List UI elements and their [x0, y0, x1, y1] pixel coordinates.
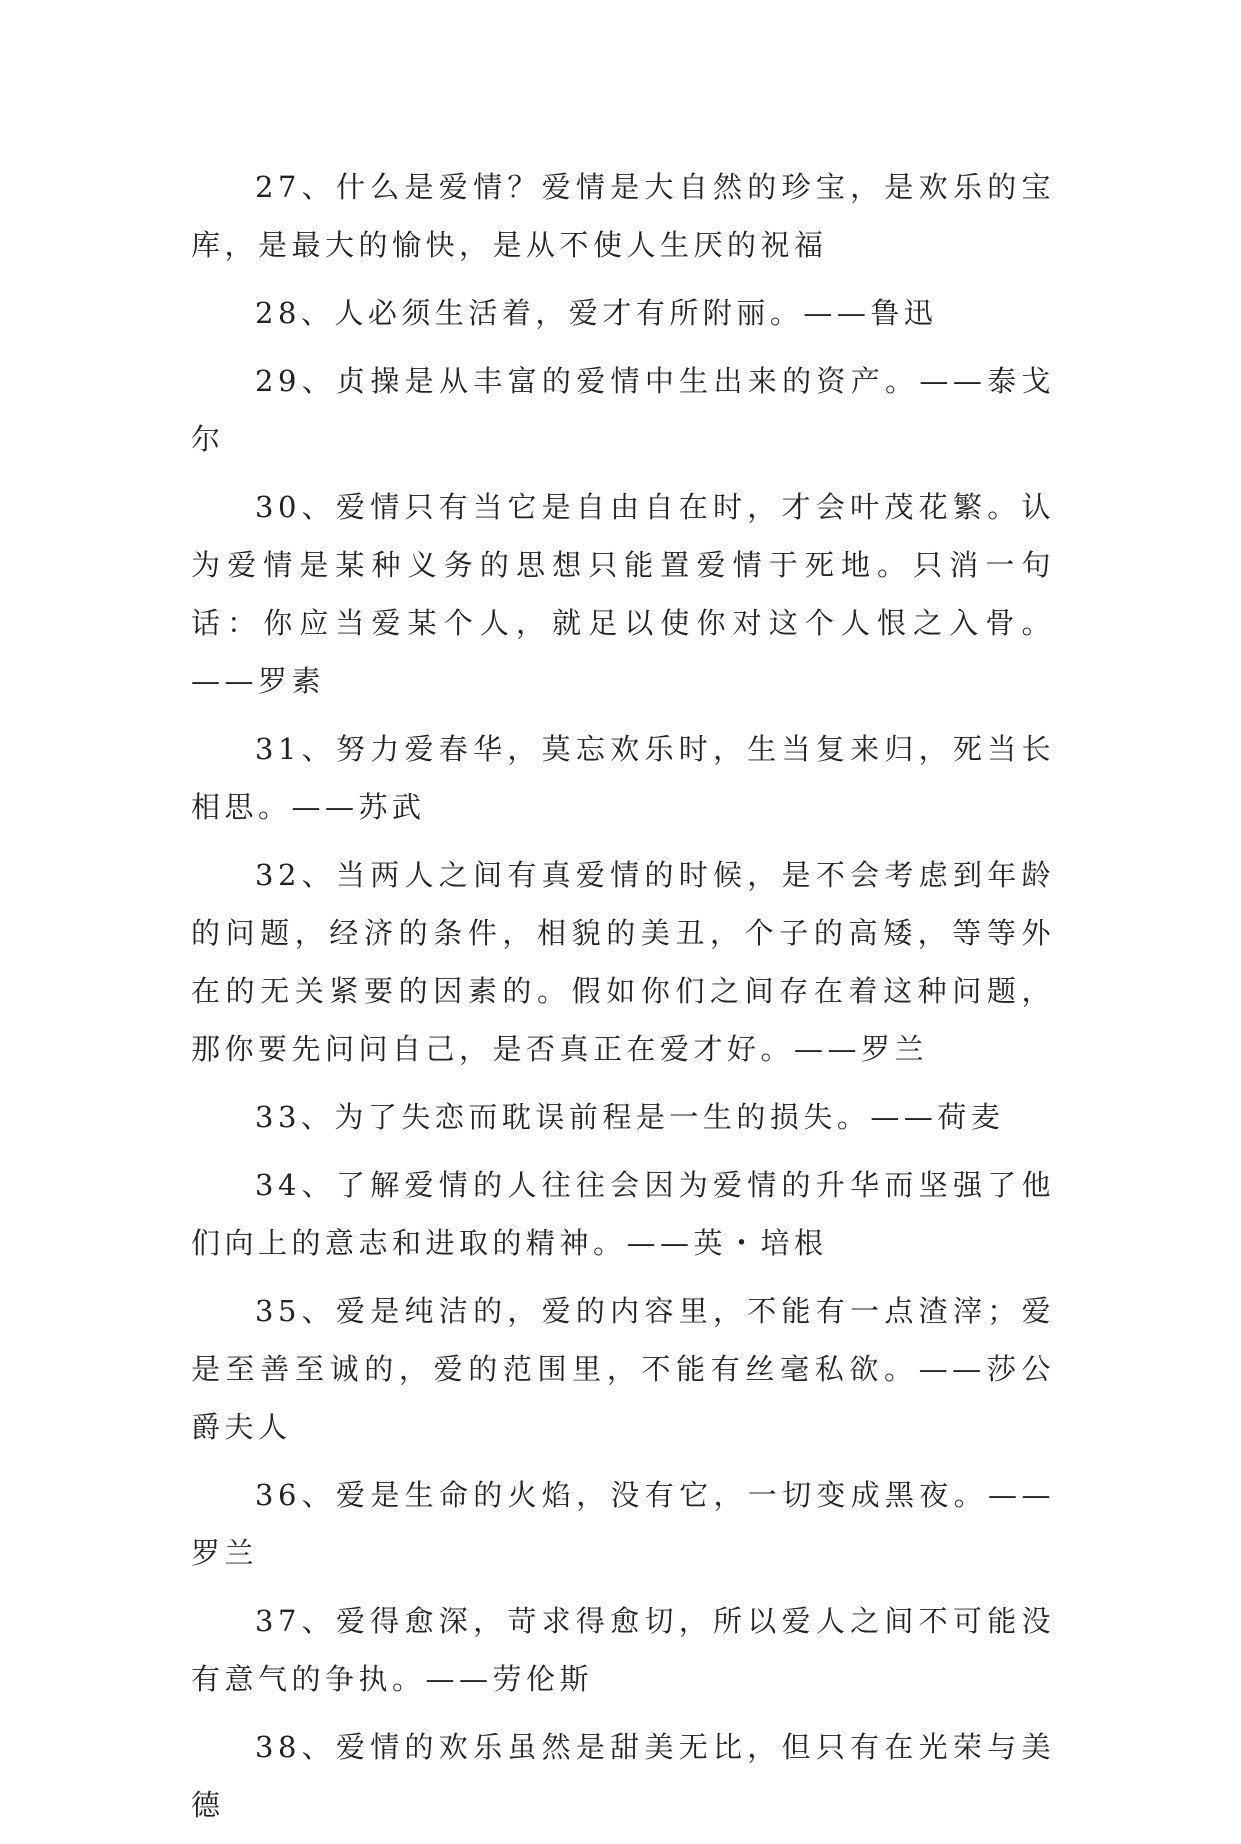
quote-35: 35、爱是纯洁的，爱的内容里，不能有一点渣滓；爱是至善至诚的，爱的范围里，不能有丝毫私欲。——莎公爵夫人	[191, 1294, 1055, 1444]
quote-38: 38、爱情的欢乐虽然是甜美无比，但只有在光荣与美德	[191, 1730, 1055, 1822]
quote-34: 34、了解爱情的人往往会因为爱情的升华而坚强了他们向上的意志和进取的精神。——英・培根	[191, 1168, 1055, 1260]
quote-37: 37、爱得愈深，苛求得愈切，所以爱人之间不可能没有意气的争执。——劳伦斯	[191, 1604, 1055, 1696]
quote-27: 27、什么是爱情？爱情是大自然的珍宝，是欢乐的宝库，是最大的愉快，是从不使人生厌的祝福	[191, 170, 1055, 262]
document-body	[191, 158, 1055, 1844]
quote-36: 36、爱是生命的火焰，没有它，一切变成黑夜。——罗兰	[191, 1478, 1055, 1570]
quote-29: 29、贞操是从丰富的爱情中生出来的资产。——泰戈尔	[191, 364, 1055, 456]
quote-28: 28、人必须生活着，爱才有所附丽。——鲁迅	[255, 296, 938, 330]
quote-31: 31、努力爱春华，莫忘欢乐时，生当复来归，死当长相思。——苏武	[191, 732, 1055, 824]
quote-32: 32、当两人之间有真爱情的时候，是不会考虑到年龄的问题，经济的条件，相貌的美丑，个子的高矮，等等外在的无关紧要的因素的。假如你们之间存在着这种问题，那你要先问问自己，是否真正在爱才好。——罗兰	[191, 858, 1055, 1066]
quote-33: 33、为了失恋而耽误前程是一生的损失。——荷麦	[255, 1100, 1005, 1134]
quote-30: 30、爱情只有当它是自由自在时，才会叶茂花繁。认为爱情是某种义务的思想只能置爱情于死地。只消一句话：你应当爱某个人，就足以使你对这个人恨之入骨。——罗素	[191, 490, 1055, 698]
